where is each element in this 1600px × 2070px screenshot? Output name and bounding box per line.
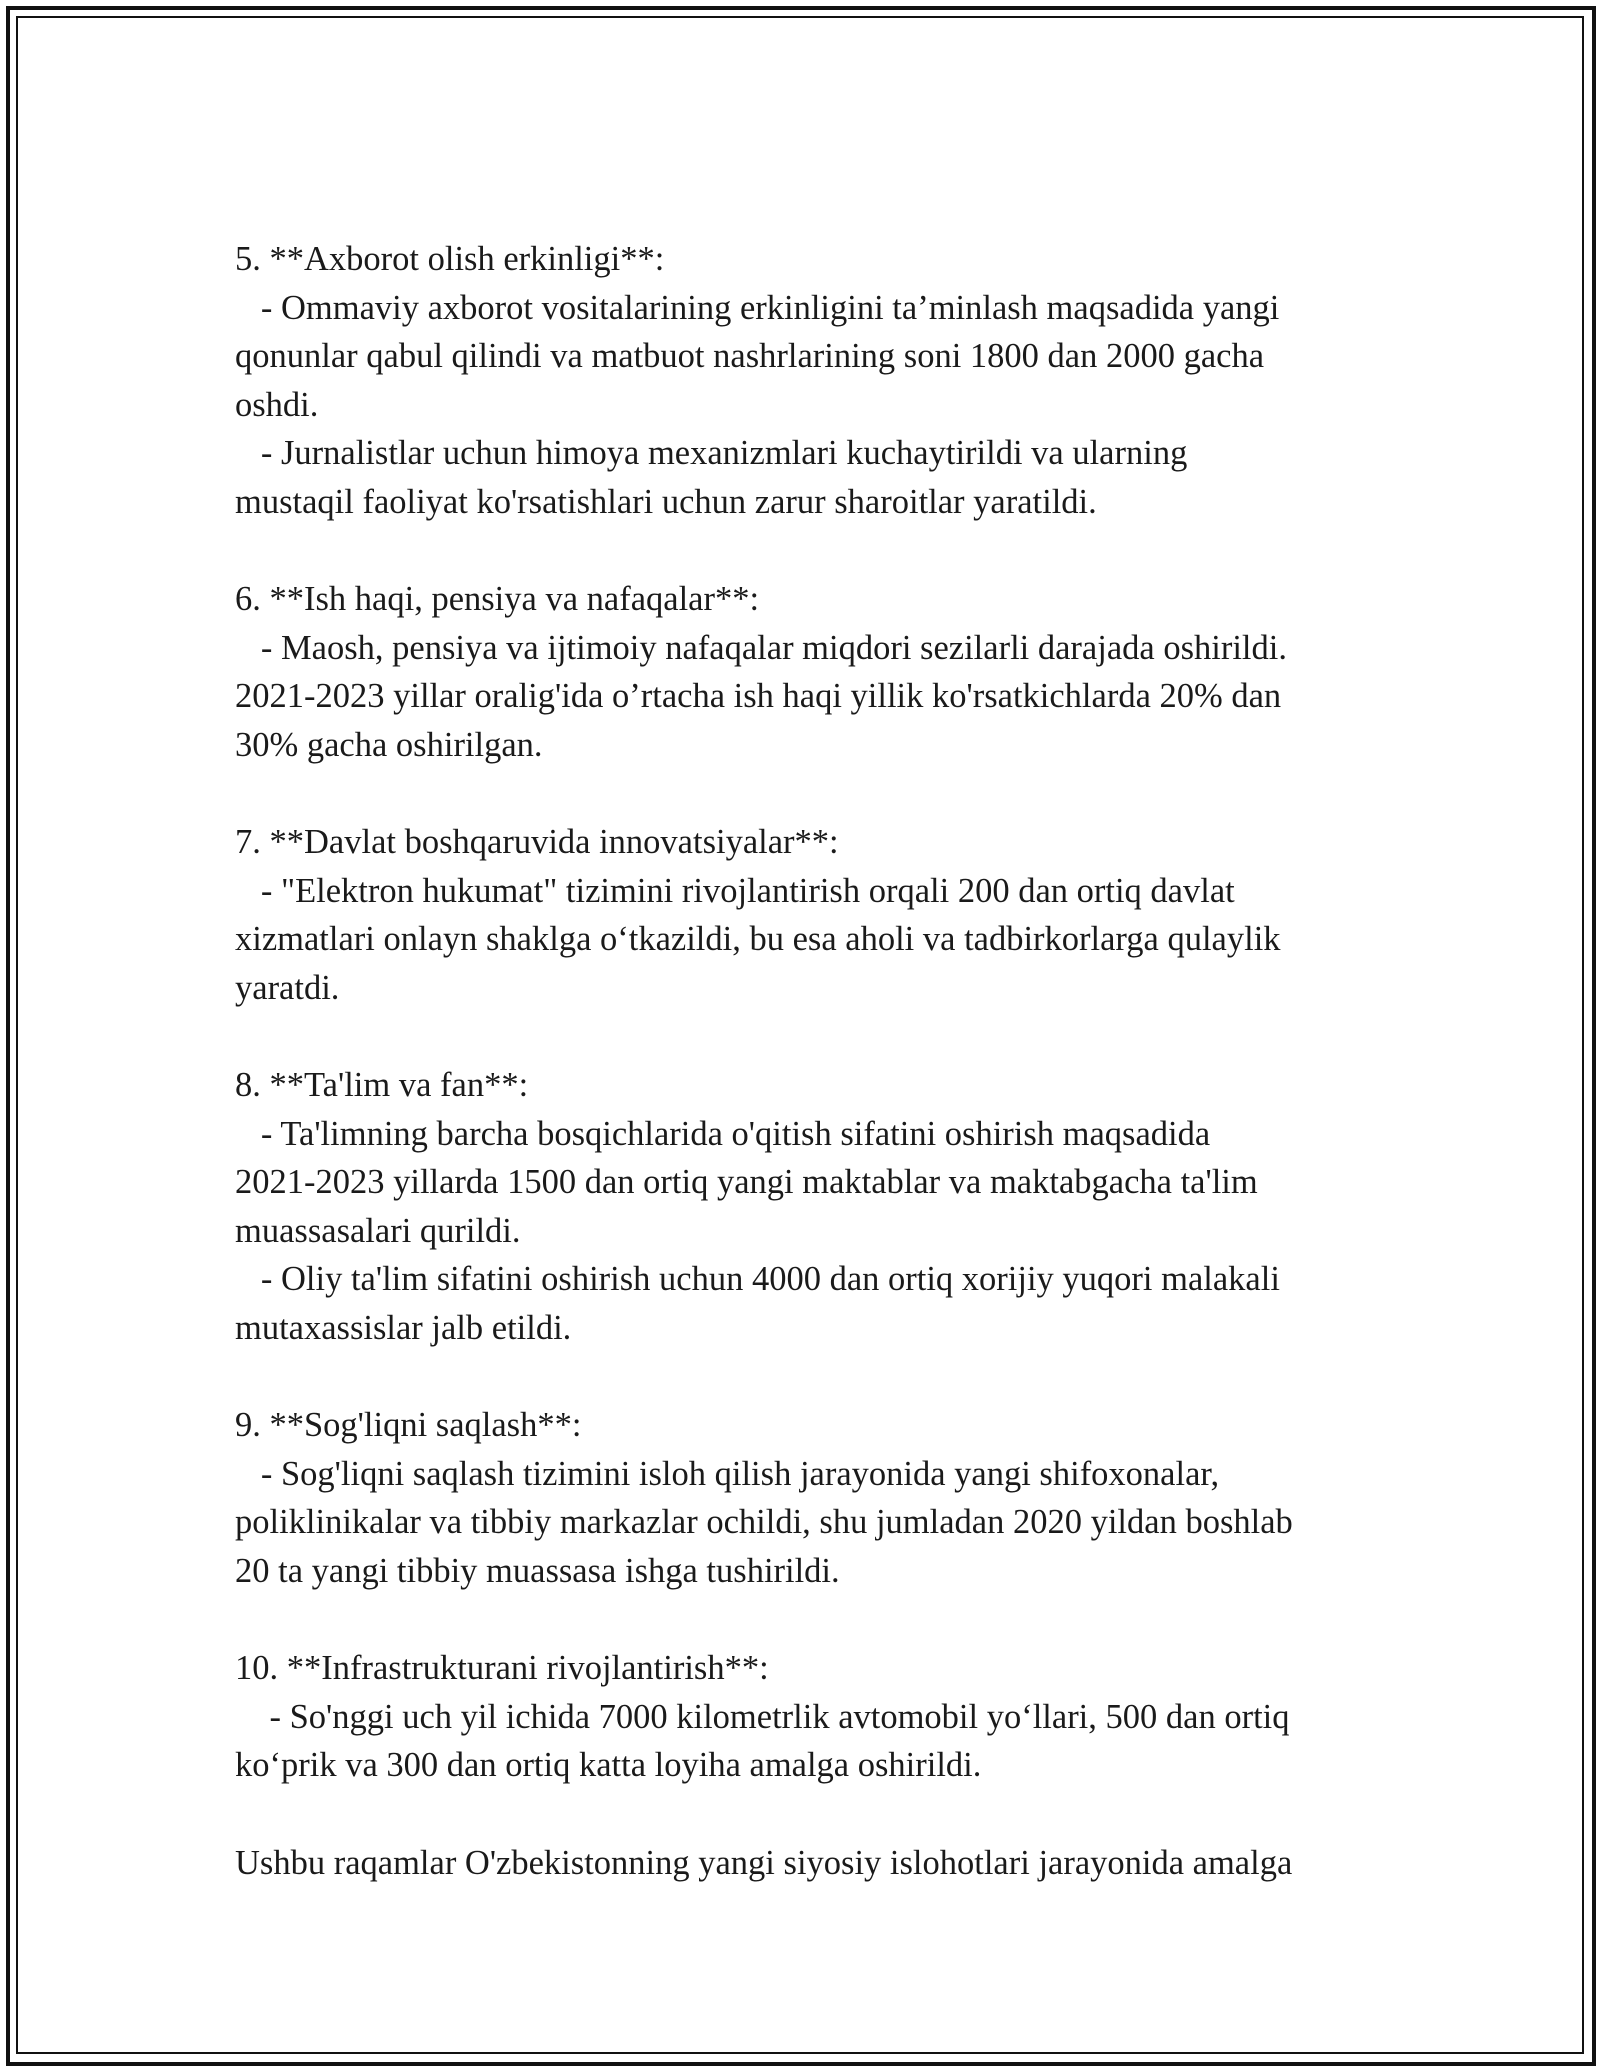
section-7-heading: 7. **Davlat boshqaruvida innovatsiyalar**:: [235, 823, 839, 862]
blank-line: [235, 1790, 1395, 1839]
text-line: 20 ta yangi tibbiy muassasa ishga tushirildi.: [235, 1552, 840, 1591]
blank-line: [235, 1353, 1395, 1402]
text-line: mustaqil faoliyat ko'rsatishlari uchun zarur sharoitlar yaratildi.: [235, 482, 1097, 521]
section-10-heading: 10. **Infrastrukturani rivojlantirish**:: [235, 1649, 769, 1688]
text-line: xizmatlari onlayn shaklga o‘tkazildi, bu esa aholi va tadbirkorlarga qulaylik: [235, 920, 1281, 959]
section-5-heading: 5. **Axborot olish erkinligi**:: [235, 240, 665, 278]
blank-line: [235, 1013, 1395, 1062]
text-line: 2021-2023 yillar oralig'ida o’rtacha ish haqi yillik ko'rsatkichlarda 20% dan: [235, 677, 1282, 716]
blank-line: [235, 770, 1395, 819]
text-line: - Jurnalistlar uchun himoya mexanizmlari kuchaytirildi va ularning: [235, 434, 1188, 473]
section-6-heading: 6. **Ish haqi, pensiya va nafaqalar**:: [235, 580, 760, 619]
text-line: ko‘prik va 300 dan ortiq katta loyiha amalga oshirildi.: [235, 1746, 982, 1785]
text-line: poliklinikalar va tibbiy markazlar ochildi, shu jumladan 2020 yildan boshlab: [235, 1503, 1293, 1542]
blank-line: [235, 1596, 1395, 1645]
text-line: oshdi.: [235, 385, 319, 424]
document-body: [235, 235, 1395, 1887]
text-line: qonunlar qabul qilindi va matbuot nashrlarining soni 1800 dan 2000 gacha: [235, 337, 1265, 376]
closing-paragraph-line: Ushbu raqamlar O'zbekistonning yangi siyosiy islohotlari jarayonida amalga: [235, 1843, 1293, 1882]
text-line: yaratdi.: [235, 968, 340, 1007]
text-line: - Oliy ta'lim sifatini oshirish uchun 4000 dan ortiq xorijiy yuqori malakali: [235, 1260, 1280, 1299]
text-line: 2021-2023 yillarda 1500 dan ortiq yangi maktablar va maktabgacha ta'lim: [235, 1163, 1258, 1202]
text-line: - So'nggi uch yil ichida 7000 kilometrlik avtomobil yo‘llari, 500 dan ortiq: [235, 1697, 1290, 1736]
section-8-heading: 8. **Ta'lim va fan**:: [235, 1066, 529, 1105]
text-line: - Sog'liqni saqlash tizimini isloh qilish jarayonida yangi shifoxonalar,: [235, 1454, 1220, 1493]
blank-line: [235, 527, 1395, 576]
text-line: - Ommaviy axborot vositalarining erkinligini ta’minlash maqsadida yangi: [235, 288, 1280, 327]
text-line: - Ta'limning barcha bosqichlarida o'qitish sifatini oshirish maqsadida: [235, 1114, 1211, 1153]
text-line: - "Elektron hukumat" tizimini rivojlantirish orqali 200 dan ortiq davlat: [235, 871, 1235, 910]
section-9-heading: 9. **Sog'liqni saqlash**:: [235, 1406, 582, 1445]
text-line: mutaxassislar jalb etildi.: [235, 1309, 572, 1348]
text-line: muassasalari qurildi.: [235, 1211, 521, 1250]
text-line: - Maosh, pensiya va ijtimoiy nafaqalar miqdori sezilarli darajada oshirildi.: [235, 628, 1287, 667]
text-line: 30% gacha oshirilgan.: [235, 725, 543, 764]
